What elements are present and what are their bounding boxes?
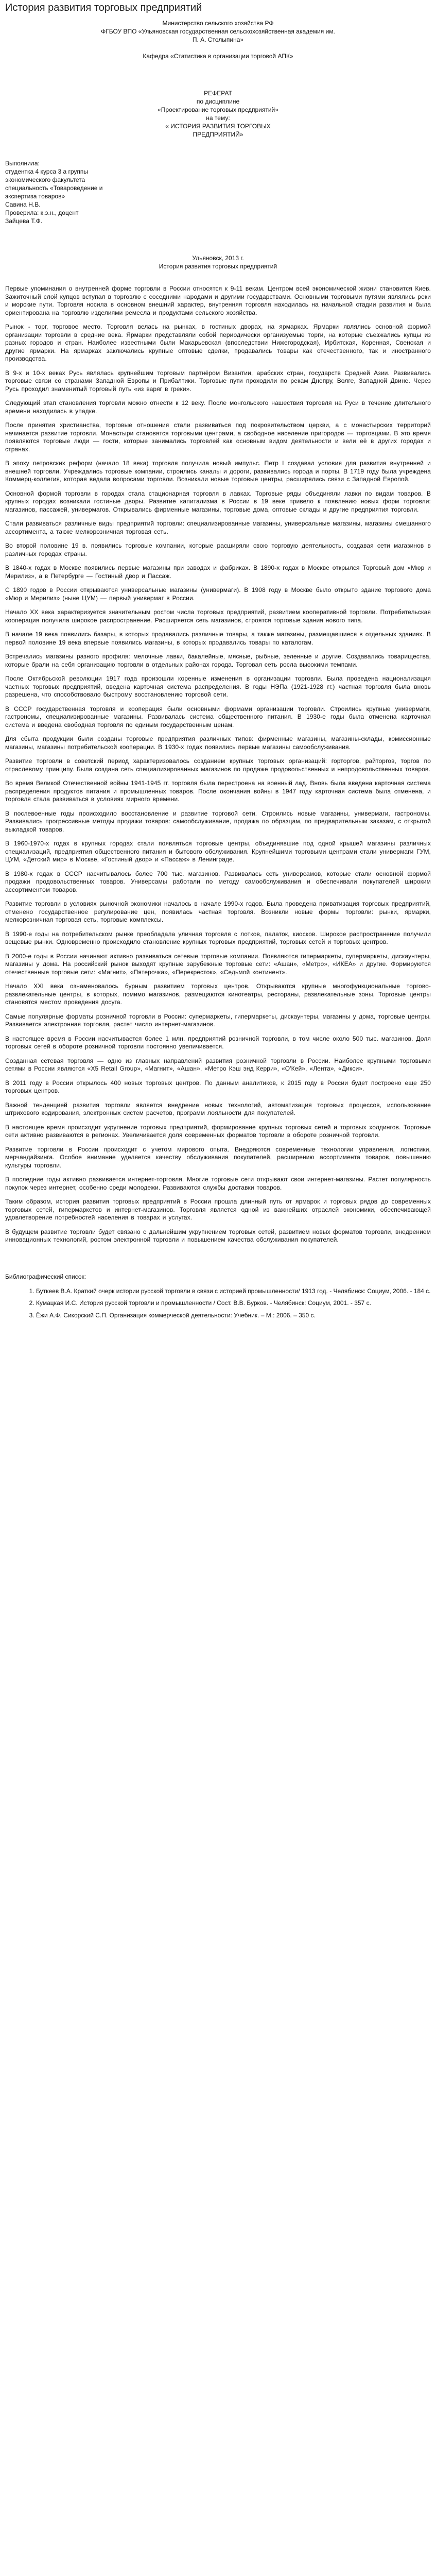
university-line1: ФГБОУ ВПО «Ульяновская государственная сельскохозяйственная академия им. (101, 28, 335, 35)
ministry: Министерство сельского хозяйства РФ (162, 20, 274, 27)
essay-by-discipline: по дисциплине (196, 98, 240, 105)
paragraph: В 1840-х годах в Москве появились первые магазины при заводах и фабриках. В 1890-х годах в Москве открылся Торговый дом «Мюр и Мерилиз», а в Петербурге — Гостиный двор и Пассаж. (5, 564, 431, 580)
paragraph: В СССР государственная торговля и кооперация были основными формами организации торговли. Строились крупные универмаги, гастрономы, специализированные магазины. Развивалась система общественного питания. В 1930-е годы была отменена карточная система и введена свободная торговля по единым государственным ценам. (5, 705, 431, 728)
paragraph: Во время Великой Отечественной войны 1941-1945 гг. торговля была перестроена на военный лад. Вновь была введена карточная система распределения продуктов питания и промышленных товаров. После окончания войны в 1947 году карточная система была отменена, и торговля стала развиваться в условиях мирного времени. (5, 779, 431, 803)
paragraph: В настоящее время происходит укрупнение торговых предприятий, формирование крупных торговых сетей и торговых холдингов. Торговые сети активно развиваются в регионах. Увеличивается доля современных форматов торговли в обороте розничной торговли. (5, 1123, 431, 1139)
paragraph: После принятия христианства, торговые отношения стали развиваться под покровительством церкви, а с монастырских территорий начинается развитие торговли. Монастыри становятся торговыми центрами, а свободное население пригородов — торговцами. В это время появляются торговые люди — гости, которые занимались торговлей как основным видом деятельности и вели её в других городах и странах. (5, 421, 431, 453)
paragraph: Первые упоминания о внутренней форме торговли в России относятся к 9-11 векам. Центром всей экономической жизни становится Киев. Зажиточный слой купцов вступал в торговлю с соседними народами и другими государствами. Основными торговыми путями являлись реки и морские пути. Торговля носила в основном внешний характер, внутренняя торговля находилась на начальной стадии развития и была ориентирована на торговлю изделиями ремесла и продуктами сельского хозяйства. (5, 285, 431, 316)
paragraph: В послевоенные годы происходило восстановление и развитие торговой сети. Строились новые магазины, универмаги, гастрономы. Развивались прогрессивные методы продажи товаров: самообслуживание, продажа по образцам, по предварительным заказам, с открытой выкладкой товаров. (5, 809, 431, 833)
paragraph: С 1890 годов в России открываются универсальные магазины (универмаги). В 1908 году в Москве было открыто здание торгового дома «Мюр и Мерилиз» (ныне ЦУМ) — первый универмаг в России. (5, 586, 431, 602)
university-line2: П. А. Столыпина» (192, 36, 244, 43)
paragraph: Начало ХХ века характеризуется значительным ростом числа торговых предприятий, развитием кооперативной торговли. Потребительская кооперация получила широкое распространение. Расширяется сеть магазинов, строятся торговые здания нового типа. (5, 608, 431, 624)
paragraph: В 9-х и 10-х веках Русь являлась крупнейшим торговым партнёром Византии, арабских стран, государств Средней Азии. Развивались торговые связи со странами Западной Европы и Прибалтики. Торговые пути проходили по рекам Днепру, Волге, Западной Двине. Через Русь проходил знаменитый торговый путь «из варяг в греки». (5, 369, 431, 393)
meta-line: специальность «Товароведение и (5, 184, 103, 192)
paragraph: В 1960-1970-х годах в крупных городах стали появляться торговые центры, объединявшие под одной крышей магазины различных специализаций, предприятия общественного питания и бытового обслуживания. Крупнейшими торговыми центрами стали универмаги ГУМ, ЦУМ, «Детский мир» в Москве, «Гостиный двор» и «Пассаж» в Ленинграде. (5, 840, 431, 863)
paragraph: Таким образом, история развития торговых предприятий в России прошла длинный путь от ярмарок и торговых рядов до современных торговых сетей, гипермаркетов и интернет-магазинов. Торговля является одной из важнейших отраслей экономики, обеспечивающей удовлетворение потребностей населения в товарах и услугах. (5, 1198, 431, 1221)
meta-block (5, 159, 431, 225)
paragraph: Стали развиваться различные виды предприятий торговли: специализированные магазины, универсальные магазины, магазины смешанного ассортимента, а также мелкорозничная торговая сеть. (5, 520, 431, 535)
essay-discipline: «Проектирование торговых предприятий» (158, 106, 278, 113)
meta-line: Выполнила: (5, 160, 40, 167)
paragraph: Важной тенденцией развития торговли является внедрение новых технологий, автоматизация торговых процессов, использование штрихового кодирования, электронных систем расчетов, программ лояльности для покупателей. (5, 1101, 431, 1116)
reference-item: 1. Буткеев В.А. Краткий очерк истории русской торговли в связи с историей промышленности/ 1913 год. - Челябинск: Социум, 2006. - 184 с. (36, 1287, 431, 1296)
meta-line: студентка 4 курса 3 а группы (5, 168, 89, 175)
paragraph: Основной формой торговли в городах стала стационарная торговля в лавках. Торговые ряды объединяли лавки по видам товаров. В крупных городах возникали гостиные дворы. Развитие капитализма в России в 19 веке привело к появлению новых форм торговли: магазинов, пассажей, универмагов. Открывались фирменные магазины, торговые дома, оптовые склады и другие предприятия торговли. (5, 489, 431, 513)
paragraph: В 1990-е годы на потребительском рынке преобладала уличная торговля с лотков, палаток, киосков. Широкое распространение получили вещевые рынки. Одновременно происходило становление крупных торговых предприятий, торговых сетей и торговых центров. (5, 930, 431, 945)
essay-topic-line1: « ИСТОРИЯ РАЗВИТИЯ ТОРГОВЫХ (165, 123, 271, 130)
page-title: История развития торговых предприятий (5, 2, 202, 13)
paragraph: Следующий этап становления торговли можно отнести к 12 веку. После монгольского нашествия торговля на Руси в течение длительного времени находилась в упадке. (5, 399, 431, 415)
essay-topic-line2: ПРЕДПРИЯТИЙ» (193, 131, 243, 138)
paragraph: В настоящее время в России насчитывается более 1 млн. предприятий розничной торговли, в том числе около 500 тыс. магазинов. Доля торговых сетей в обороте розничной торговли постоянно увеличивается. (5, 1035, 431, 1050)
references-title: Библиографический список: (5, 1273, 86, 1280)
meta-line: экономического факультета (5, 176, 85, 183)
meta-line: Проверила: к.э.н., доцент (5, 209, 79, 216)
paragraph: Самые популярные форматы розничной торговли в России: супермаркеты, гипермаркеты, дискаунтеры, магазины у дома, торговые центры. Развивается электронная торговля, растет число интернет-магазинов. (5, 1012, 431, 1028)
paragraph: Рынок - торг, торговое место. Торговля велась на рынках, в гостиных дворах, на ярмарках. Ярмарки являлись основной формой организации торговли в средние века. Ярмарки представляли собой периодически организуемые торги, на которые съезжались купцы из разных городов и стран. Наиболее известными были Макарьевская (впоследствии Нижегородская), Ирбитская, Коренная, Свенская и другие ярмарки. На ярмарках заключались крупные оптовые сделки, продавались товары как отечественного, так и иностранного производства. (5, 323, 431, 362)
references-list (5, 1287, 431, 1320)
paragraph: Развитие торговли в России происходит с учетом мирового опыта. Внедряются современные технологии управления, логистики, мерчандайзинга. Особое внимание уделяется качеству обслуживания покупателей, расширению ассортимента товаров, повышению культуры торговли. (5, 1145, 431, 1169)
essay-body (5, 285, 431, 1244)
paragraph: Во второй половине 19 в. появились торговые компании, которые расширяли свою торговую деятельность, создавая сети магазинов в различных городах страны. (5, 542, 431, 557)
paragraph: Развитие торговли в условиях рыночной экономики началось в начале 1990-х годов. Была проведена приватизация торговых предприятий, отменено государственное регулирование цен, появилась частная торговля. Возникли новые формы торговли: рынки, ярмарки, мелкорозничная торговая сеть, торговые комплексы. (5, 900, 431, 923)
paragraph: Начало ХХI века ознаменовалось бурным развитием торговых центров. Открываются крупные многофункциональные торгово-развлекательные центры, в которых, помимо магазинов, размещаются кинотеатры, рестораны, развлекательные зоны. Торговые центры становятся местом проведения досуга. (5, 982, 431, 1006)
paragraph: В начале 19 века появились базары, в которых продавались различные товары, а также магазины, размещавшиеся в отдельных зданиях. В первой половине 19 века впервые появились магазины, в которых продавались товары по каталогам. (5, 631, 431, 646)
meta-line: экспертиза товаров» (5, 193, 65, 200)
paragraph: Встречались магазины разного профиля: мелочные лавки, бакалейные, мясные, рыбные, зеленные и другие. Создавались товарищества, которые брали на себя организацию торговли в отдельных районах города. Торговая сеть росла высокими темпами. (5, 653, 431, 668)
paragraph: Развитие торговли в советский период характеризовалось созданием крупных торговых организаций: горторгов, райторгов, торгов по отраслевому принципу. Была создана сеть специализированных магазинов по продаже продовольственных и непродовольственных товаров. (5, 757, 431, 773)
paragraph: В будущем развитие торговли будет связано с дальнейшим укрупнением торговых сетей, развитием новых форматов торговли, внедрением инновационных технологий, ростом электронной торговли и повышением качества обслуживания покупателей. (5, 1228, 431, 1243)
paragraph: Созданная сетевая торговля — одно из главных направлений развития розничной торговли в России. Наиболее крупными торговыми сетями в России являются «X5 Retail Group», «Магнит», «Ашан», «Метро Кэш энд Керри», «О'Кей», «Лента», «Дикси». (5, 1057, 431, 1072)
paragraph: В 1980-х годах в СССР насчитывалось более 700 тыс. магазинов. Развивалась сеть универсамов, которые стали основной формой продажи продовольственных товаров. Универсамы работали по методу самообслуживания и обеспечивали покупателей широким ассортиментом товаров. (5, 870, 431, 893)
reference-item: 2. Кумацкая И.С. История русской торговли и промышленности / Сост. В.В. Бурков. - Челябинск: Социум, 2001. - 357 с. (36, 1299, 431, 1308)
city-year: Ульяновск, 2013 г. (192, 255, 244, 262)
reference-item: 3. Ёжи А.Ф. Сикорский С.П. Организация коммерческой деятельности: Учебник. – М.: 2006. – 350 с. (36, 1312, 431, 1320)
essay-type: РЕФЕРАТ (204, 90, 232, 97)
paragraph: В эпоху петровских реформ (начало 18 века) торговля получила новый импульс. Петр I создавал условия для развития внутренней и внешней торговли. Учреждались торговые компании, строились каналы и дороги, развивались города и порты. В 1719 году была учреждена Коммерц-коллегия, которая ведала вопросами торговли. Возникали новые торговые центры, расширялись связи с Западной Европой. (5, 460, 431, 483)
paragraph: В последние годы активно развивается интернет-торговля. Многие торговые сети открывают свои интернет-магазины. Растет популярность покупок через интернет, особенно среди молодежи. Развиваются службы доставки товаров. (5, 1176, 431, 1191)
paragraph: В 2000-е годы в России начинают активно развиваться сетевые торговые компании. Появляются гипермаркеты, супермаркеты, дискаунтеры, магазины у дома. На российский рынок выходят крупные зарубежные торговые сети: «Ашан», «Метро», «ИКЕА» и другие. Формируются отечественные торговые сети: «Магнит», «Пятерочка», «Перекресток», «Седьмой континент». (5, 952, 431, 976)
meta-line: Зайцева Т.Ф. (5, 217, 43, 225)
essay-on-topic: на тему: (206, 114, 230, 122)
section-heading: История развития торговых предприятий (159, 263, 277, 270)
paragraph: В 2011 году в России открылось 400 новых торговых центров. По данным аналитиков, к 2015 году в России будет построено еще 250 торговых центров. (5, 1079, 431, 1094)
paragraph: Для сбыта продукции были созданы торговые предприятия различных типов: фирменные магазины, магазины-склады, комиссионные магазины, магазины потребительской кооперации. В 1930-х годах появились первые магазины самообслуживания. (5, 735, 431, 751)
meta-line: Савина Н.В. (5, 201, 41, 208)
paragraph: После Октябрьской революции 1917 года произошли коренные изменения в организации торговли. Была проведена национализация частных торговых предприятий, введена карточная система распределения. В годы НЭПа (1921-1928 гг.) частная торговля была вновь разрешена, что способствовало быстрому восстановлению торговой сети. (5, 675, 431, 698)
department: Кафедра «Статистика в организации торговой АПК» (143, 53, 293, 60)
